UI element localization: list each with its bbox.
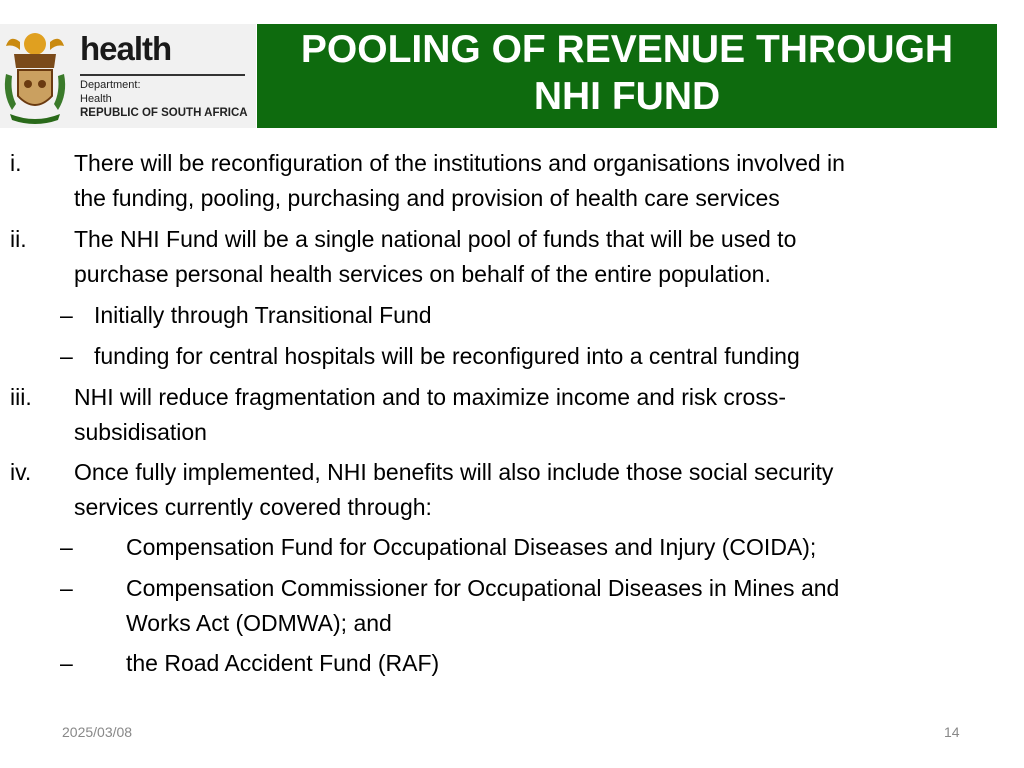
slide-title-line-2: NHI FUND <box>533 75 721 118</box>
list-marker: iv. <box>10 459 32 485</box>
department-logo <box>0 24 256 128</box>
title-banner <box>257 24 997 128</box>
dash-bullet: – <box>60 575 73 601</box>
dash-bullet: – <box>60 650 73 676</box>
logo-dept-line-3: REPUBLIC OF SOUTH AFRICA <box>80 107 248 119</box>
logo-dept-line-2: Health <box>80 93 112 105</box>
slide-title-line-1: POOLING OF REVENUE THROUGH <box>300 28 954 71</box>
list-marker: iii. <box>10 384 32 410</box>
sub-list-item-text: Works Act (ODMWA); and <box>126 610 392 636</box>
list-item-line: NHI will reduce fragmentation and to maximize income and risk cross- <box>74 384 786 410</box>
slide-number: 14 <box>944 724 960 740</box>
logo-health-word: health <box>80 30 172 67</box>
list-item-line: There will be reconfiguration of the institutions and organisations involved in <box>74 150 845 176</box>
list-item-line: Once fully implemented, NHI benefits will also include those social security <box>74 459 834 485</box>
list-item-line: the funding, pooling, purchasing and provision of health care services <box>74 185 780 211</box>
logo-divider <box>80 74 245 76</box>
dash-bullet: – <box>60 534 73 560</box>
sub-list-item-text: Initially through Transitional Fund <box>94 302 432 328</box>
list-marker: ii. <box>10 226 27 252</box>
list-item-line: purchase personal health services on behalf of the entire population. <box>74 261 771 287</box>
slide-title <box>267 26 987 120</box>
dash-bullet: – <box>60 343 73 369</box>
sub-list-item-text: the Road Accident Fund (RAF) <box>126 650 440 676</box>
list-item-line: subsidisation <box>74 419 207 445</box>
logo-dept-line-1: Department: <box>80 79 141 91</box>
dash-bullet: – <box>60 302 73 328</box>
footer-date: 2025/03/08 <box>62 724 133 740</box>
sub-list-item-text: Compensation Fund for Occupational Diseases and Injury (COIDA); <box>126 534 817 560</box>
list-item-line: The NHI Fund will be a single national pool of funds that will be used to <box>74 226 797 252</box>
list-item-line: services currently covered through: <box>74 494 432 520</box>
list-marker: i. <box>10 150 22 176</box>
sub-list-item-text: funding for central hospitals will be reconfigured into a central funding <box>94 343 800 369</box>
coat-of-arms-icon <box>0 24 70 128</box>
sub-list-item-text: Compensation Commissioner for Occupational Diseases in Mines and <box>126 575 840 601</box>
